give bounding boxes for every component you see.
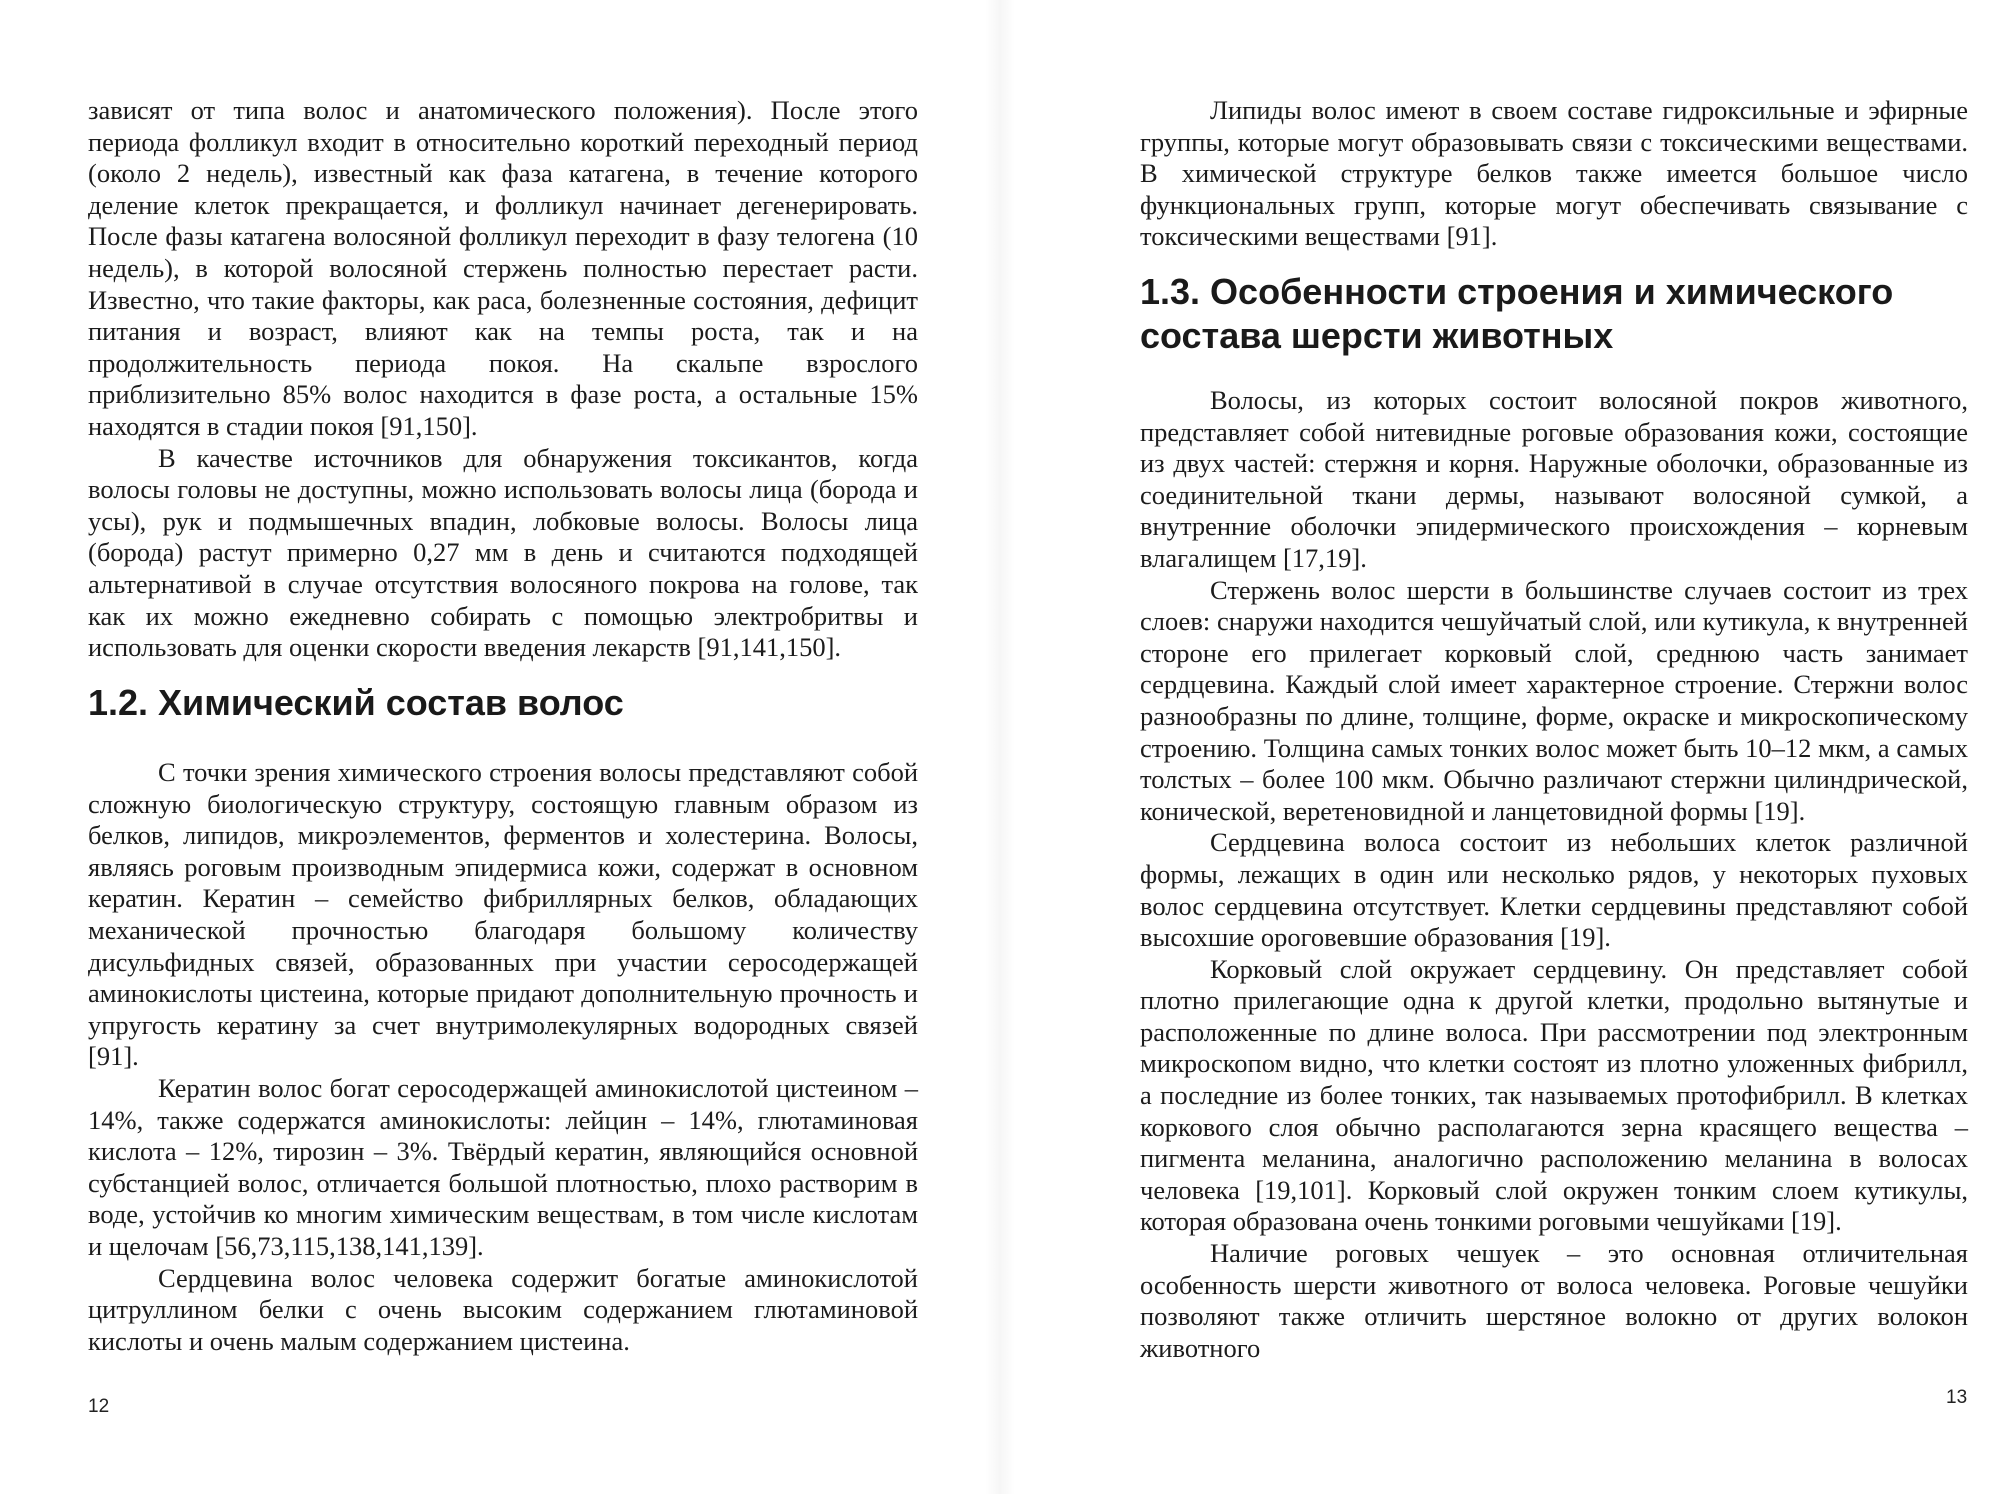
page-number: 12 [88,1396,110,1417]
page-number: 13 [1946,1387,1968,1408]
paragraph: Липиды волос имеют в своем составе гидроксильные и эфирные группы, которые могут образовывать связи с токсическими веществами. В химической структуре белков также имеется большое число функциональных групп, которые могут обеспечивать связывание с токсическими веществами [91]. [1140,95,1968,252]
right-body-bottom [1140,385,1968,1364]
right-body-top [1140,95,1968,253]
paragraph: Кератин волос богат серосодержащей аминокислотой цистеином – 14%, также содержатся аминокислоты: лейцин – 14%, глютаминовая кислота – 12%, тирозин – 3%. Твёрдый кератин, являющийся основной субстанцией волос, отличается большой плотностью, плохо растворим в воде, устойчив ко многим химическим веществам, в том числе кислотам и щелочам [56,73,115,138,141,139]. [88,1072,918,1261]
left-body-bottom [88,757,918,1357]
paragraph: С точки зрения химического строения волосы представляют собой сложную биологическую структуру, состоящую главным образом из белков, липидов, микроэлементов, ферментов и холестерина. Волосы, являясь роговым производным эпидермиса кожи, содержат в основном кератин. Кератин – семейство фибриллярных белков, обладающих механической прочностью благодаря большому количеству дисульфидных связей, образованных при участии серосодержащей аминокислоты цистеина, которые придают дополнительную прочность и упругость кератину за счет внутримолекулярных водородных связей [91]. [88,757,918,1072]
right-page [1000,0,2000,1494]
paragraph: Стержень волос шерсти в большинстве случаев состоит из трех слоев: снаружи находится чешуйчатый слой, или кутикула, к внутренней стороне его прилегает корковый слой, среднюю часть занимает сердцевина. Каждый слой имеет характерное строение. Стержни волос разнообразны по длине, толщине, форме, окраске и микроскопическому строению. Толщина самых тонких волос может быть 10–12 мкм, а самых толстых – более 100 мкм. Обычно различают стержни цилиндрической, конической, веретеновидной и ланцетовидной формы [19]. [1140,574,1968,826]
paragraph: Сердцевина волоса состоит из небольших клеток различной формы, лежащих в один или несколько рядов, у некоторых пуховых волос сердцевина отсутствует. Клетки сердцевины представляют собой высохшие ороговевшие образования [19]. [1140,827,1968,953]
section-heading-1-2: 1.2. Химический состав волос [88,682,624,723]
paragraph: Волосы, из которых состоит волосяной покров животного, представляет собой нитевидные роговые образования кожи, состоящие из двух частей: стержня и корня. Наружные оболочки, образованные из соединительной ткани дермы, называют волосяной сумкой, а внутренние оболочки эпидермического происхождения – корневым влагалищем [17,19]. [1140,385,1968,573]
section-heading-1-3: 1.3. Особенности строения и химического состава шерсти животных [1140,271,1894,356]
paragraph: Наличие роговых чешуек – это основная отличительная особенность шерсти животного от волоса человека. Роговые чешуйки позволяют также отличить шерстяное волокно от других волокон животного [1140,1238,1968,1363]
paragraph: В качестве источников для обнаружения токсикантов, когда волосы головы не доступны, можно использовать волосы лица (борода и усы), рук и подмышечных впадин, лобковые волосы. Волосы лица (борода) растут примерно 0,27 мм в день и считаются подходящей альтернативой в случае отсутствия волосяного покрова на голове, так как их можно ежедневно собирать с помощью электробритвы и использовать для оценки скорости введения лекарств [91,141,150]. [88,442,918,663]
paragraph: зависят от типа волос и анатомического положения). После этого периода фолликул входит в относительно короткий переходный период (около 2 недель), известный как фаза катагена, в течение которого деление клеток прекращается, и фолликул начинает дегенерировать. После фазы катагена волосяной фолликул переходит в фазу телогена (10 недель), в которой волосяной стержень полностью перестает расти. Известно, что такие факторы, как раса, болезненные состояния, дефицит питания и возраст, влияют как на темпы роста, так и на продолжительность периода покоя. На скальпе взрослого приблизительно 85% волос находится в фазе роста, а остальные 15% находятся в стадии покоя [91,150]. [88,95,918,441]
paragraph: Корковый слой окружает сердцевину. Он представляет собой плотно прилегающие одна к другой клетки, продольно вытянутые и расположенные по длине волоса. При рассмотрении под электронным микроскопом видно, что клетки состоят из плотно уложенных фибрилл, а последние из более тонких, так называемых протофибрилл. В клетках коркового слоя обычно располагаются зерна красящего вещества – пигмента меланина, аналогично расположению меланина в волосах человека [19,101]. Корковый слой окружен тонким слоем кутикулы, которая образована очень тонкими роговыми чешуйками [19]. [1140,953,1968,1237]
paragraph: Сердцевина волос человека содержит богатые аминокислотой цитруллином белки с очень высоким содержанием глютаминовой кислоты и очень малым содержанием цистеина. [88,1262,918,1356]
left-body-top [88,95,918,664]
